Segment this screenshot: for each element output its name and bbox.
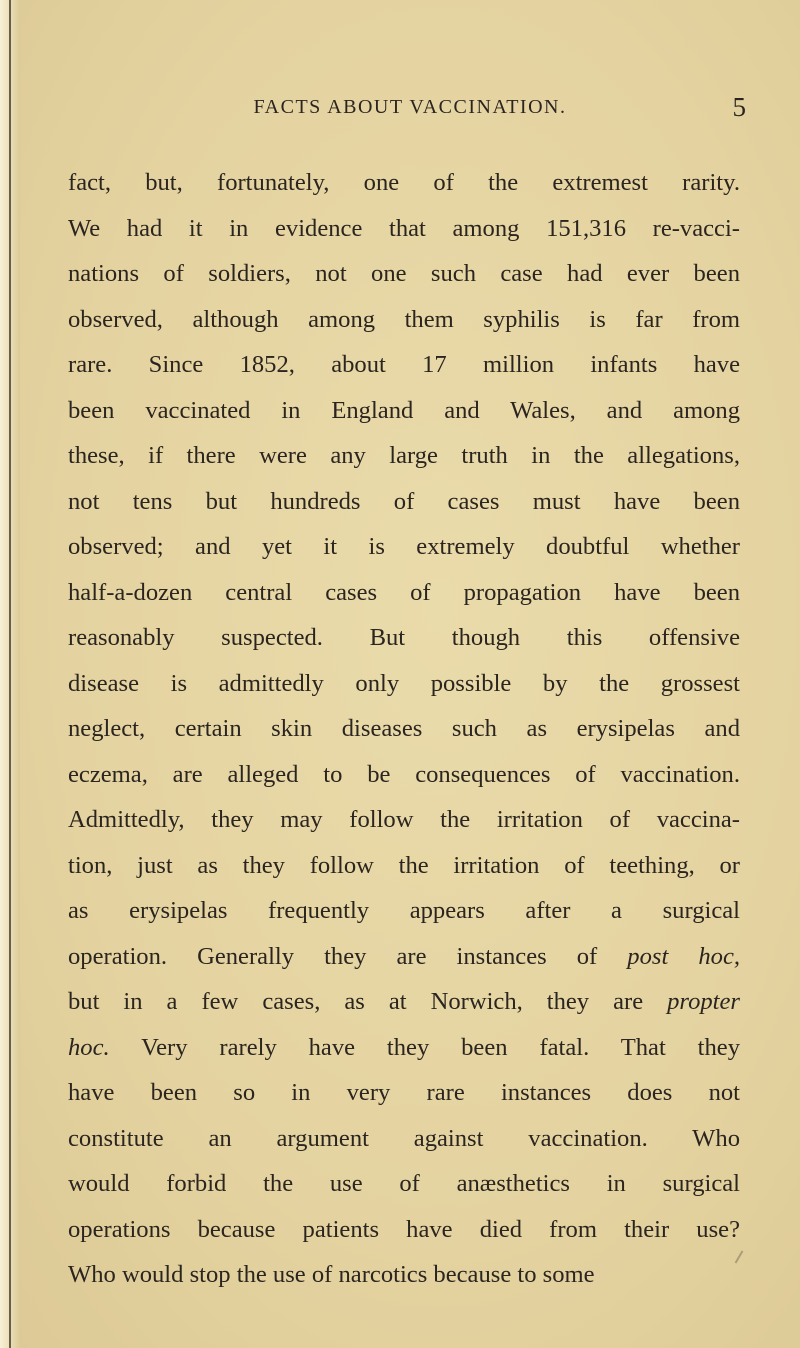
text-line: nations of soldiers, not one such case had ever been — [68, 260, 740, 287]
binding-shadow-line — [9, 0, 11, 1348]
body-text — [68, 160, 740, 1298]
italic-phrase-propter: propter — [667, 988, 740, 1015]
text-line: been vaccinated in England and Wales, and among — [68, 396, 740, 424]
text-line: as erysipelas frequently appears after a surgical — [68, 897, 740, 924]
italic-phrase-hoc: hoc. — [68, 1033, 110, 1061]
text-run: Very rarely have they been fatal. That they — [109, 1033, 740, 1061]
text-line: constitute an argument against vaccination. Who — [68, 1124, 740, 1152]
text-line: observed, although among them syphilis is far from — [68, 305, 740, 333]
text-line: We had it in evidence that among 151,316 re-vacci- — [68, 214, 740, 242]
text-line: disease is admittedly only possible by the grossest — [68, 669, 740, 697]
text-line: observed; and yet it is extremely doubtful whether — [68, 533, 740, 560]
text-line: half-a-dozen central cases of propagation have been — [68, 578, 740, 606]
text-run: operation. Generally they are instances of — [68, 942, 628, 970]
text-line: these, if there were any large truth in the allegations, — [68, 442, 740, 469]
italic-phrase-post-hoc: post hoc, — [627, 942, 741, 970]
text-line — [68, 1025, 740, 1071]
text-line: not tens but hundreds of cases must have been — [68, 487, 740, 515]
page-number: 5 — [732, 92, 746, 122]
text-line: fact, but, fortunately, one of the extremest rarity. — [68, 169, 740, 196]
text-line: would forbid the use of anæsthetics in surgical — [68, 1170, 740, 1197]
text-line: rare. Since 1852, about 17 million infants have — [68, 351, 740, 378]
text-line: tion, just as they follow the irritation of teething, or — [68, 851, 740, 879]
running-title: FACTS ABOUT VACCINATION. — [253, 96, 567, 118]
text-line: Admittedly, they may follow the irritation of vaccina- — [68, 806, 740, 833]
text-line — [68, 979, 740, 1025]
text-run: but in a few cases, as at Norwich, they are — [68, 988, 668, 1015]
text-line: have been so in very rare instances does not — [68, 1079, 740, 1106]
text-line — [68, 934, 740, 980]
text-line: neglect, certain skin diseases such as erysipelas and — [68, 715, 740, 742]
text-line: eczema, are alleged to be consequences of vaccination. — [68, 760, 740, 788]
page-header — [70, 92, 750, 132]
text-line: Who would stop the use of narcotics because to some — [68, 1261, 595, 1288]
text-line: operations because patients have died from their use? — [68, 1215, 740, 1243]
text-line: reasonably suspected. But though this offensive — [68, 624, 740, 651]
